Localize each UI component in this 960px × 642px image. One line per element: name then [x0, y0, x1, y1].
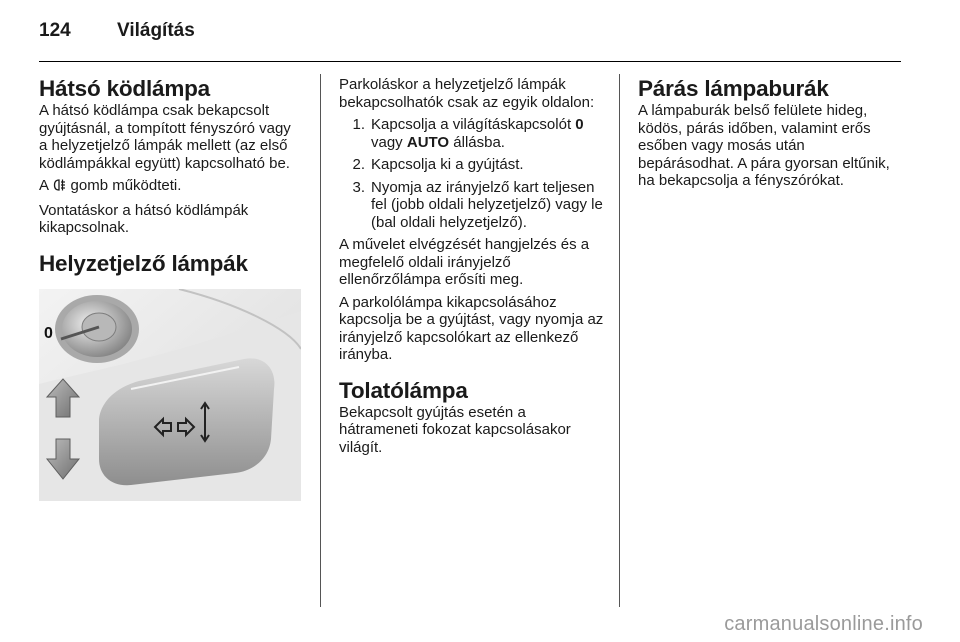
step-text: Nyomja az irányjelző kart teljesen fel (jobb oldali helyzetjelző) vagy le (bal oldali helyzetjelző). [371, 178, 603, 231]
page-number: 124 [39, 20, 71, 41]
section-title: Világítás [117, 20, 195, 41]
reversing-lamp-paragraph: Bekapcsolt gyújtás esetén a hátrameneti fokozat kapcsolásakor világít. [339, 403, 571, 456]
parking-lamps-heading: Helyzetjelző lámpák [39, 250, 248, 276]
rear-fog-lamp-icon [52, 178, 66, 197]
step-1-key-0: 0 [575, 116, 584, 133]
fogged-covers-paragraph: A lámpaburák belső felülete hideg, ködös, párás időben, valamint erős esőben vagy mosás után bepárásodhat. A pára gyorsan eltűnik, ha bekapcsolja a fényszórókat. [638, 102, 890, 189]
reversing-lamp-heading: Tolatólámpa [339, 377, 468, 403]
list-item [339, 116, 605, 151]
list-item [339, 156, 605, 174]
rear-fog-p2-after: gomb működteti. [70, 177, 182, 194]
parking-intro: Parkoláskor a helyzetjelző lámpák bekapcsolhatók csak az egyik oldalon: [339, 76, 595, 111]
column-divider [320, 74, 321, 607]
rear-fog-p2-before: A [39, 177, 49, 194]
step-text: Kapcsolja ki a gyújtást. [371, 156, 524, 173]
step-1-key-auto: AUTO [406, 133, 450, 151]
parking-off-paragraph: A parkolólámpa kikapcsolásához kapcsolja be a gyújtást, vagy nyomja az irányjelző kapcsolókart az ellenkező irányba. [339, 293, 604, 363]
rear-fog-paragraph-3: Vontatáskor a hátsó ködlámpák kikapcsolnak. [39, 201, 249, 236]
rear-fog-heading: Hátsó ködlámpa [39, 76, 210, 101]
step-text [371, 116, 605, 151]
column-2 [339, 76, 605, 461]
header-rule [39, 61, 901, 62]
indicator-lever-illustration [39, 289, 301, 501]
fogged-covers-heading: Párás lámpaburák [638, 76, 829, 101]
step-number: 2. [352, 156, 365, 173]
watermark: carmanualsonline.info [724, 613, 923, 635]
step-number: 1. [352, 116, 365, 133]
parking-confirm-paragraph: A művelet elvégzését hangjelzés és a megfelelő oldali irányjelző ellenőrzőlámpa erősíti meg. [339, 236, 590, 288]
step-1-middle: vagy [371, 133, 403, 151]
list-item [339, 179, 605, 232]
page-header [39, 20, 195, 46]
step-1-before: Kapcsolja a világításkapcsolót [371, 116, 572, 133]
rear-fog-paragraph-2 [39, 177, 301, 197]
column-3 [638, 76, 900, 195]
switch-position-label: 0 [44, 324, 53, 342]
rear-fog-paragraph-1: A hátsó ködlámpa csak bekapcsolt gyújtásnál, a tompított fényszóró vagy a helyzetjelző lámpák mellett (az első ködlámpákkal együtt) kapcsolható be. [39, 102, 291, 172]
column-1 [39, 76, 301, 501]
step-number: 3. [352, 178, 365, 196]
column-divider [619, 74, 620, 607]
parking-steps [339, 116, 605, 231]
step-1-after: állásba. [453, 133, 505, 151]
